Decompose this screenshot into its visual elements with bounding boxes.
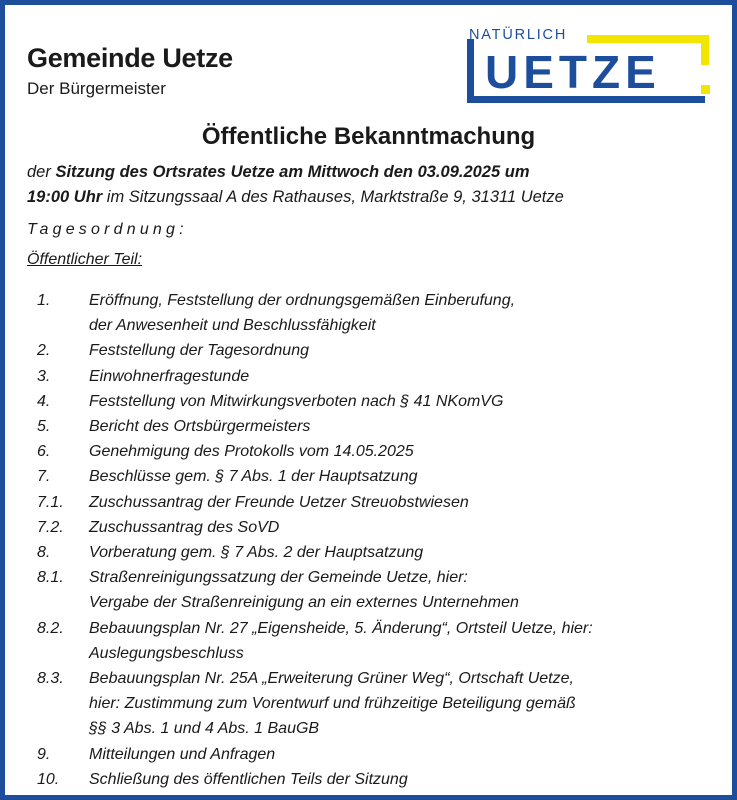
agenda-item-number: 6. [37, 443, 51, 461]
agenda-item-text: Genehmigung des Protokolls vom 14.05.2025 [89, 443, 414, 461]
agenda-heading: Tagesordnung: [27, 221, 188, 238]
agenda-item-number: 8.3. [37, 670, 64, 688]
agenda-item-text: Straßenreinigungssatzung der Gemeinde Uetze, hier: [89, 569, 468, 587]
agenda-item [5, 616, 732, 666]
agenda-item-number: 4. [37, 392, 51, 410]
agenda-item [5, 439, 732, 464]
agenda-item [5, 464, 732, 489]
agenda-item [5, 565, 732, 615]
agenda-item-number: 8.1. [37, 569, 64, 587]
agenda-item-text: Bericht des Ortsbürgermeisters [89, 418, 311, 436]
meeting-intro [27, 160, 717, 210]
logo-word: UETZE [485, 46, 661, 98]
agenda-item-text: Vorberatung gem. § 7 Abs. 2 der Hauptsatzung [89, 544, 424, 562]
agenda-item-number: 7. [37, 468, 51, 486]
agenda-item [5, 414, 732, 439]
agenda-item-number: 7.2. [37, 518, 64, 536]
public-section-heading: Öffentlicher Teil: [27, 251, 143, 268]
agenda-item [5, 767, 732, 792]
agenda-item-text: Einwohnerfragestunde [89, 367, 250, 385]
intro-location: im Sitzungssaal A des Rathauses, Marktstraße 9, 31311 Uetze [102, 188, 564, 206]
agenda-item-number: 1. [37, 292, 51, 309]
agenda-item-text: Vergabe der Straßenreinigung an ein externes Unternehmen [89, 594, 519, 612]
municipality-title: Gemeinde Uetze [27, 43, 233, 73]
agenda-item-number: 8. [37, 544, 51, 562]
agenda-item-number: 9. [37, 745, 51, 763]
intro-meeting-time: 19:00 Uhr [27, 188, 103, 206]
intro-meeting-date: Sitzung des Ortsrates Uetze am Mittwoch den 03.09.2025 um [55, 163, 530, 181]
notice-title: Öffentliche Bekanntmachung [201, 123, 536, 150]
agenda-item-number: 10. [37, 770, 60, 788]
agenda-item-text: Auslegungsbeschluss [89, 644, 244, 662]
agenda-item [5, 389, 732, 414]
agenda-item-number: 7.1. [37, 493, 64, 511]
agenda-item-text: Feststellung der Tagesordnung [89, 342, 309, 360]
agenda-item [5, 338, 732, 363]
agenda-item [5, 288, 732, 338]
agenda-item-number: 2. [37, 342, 51, 360]
agenda-item-number: 8.2. [37, 619, 64, 637]
agenda-item-text: Zuschussantrag der Freunde Uetzer Streuobstwiesen [89, 493, 469, 511]
agenda-item-text: Schließung des öffentlichen Teils der Sitzung [89, 770, 408, 788]
agenda-item [5, 666, 732, 742]
agenda-item-text: Bebauungsplan Nr. 27 „Eigensheide, 5. Änderung“, Ortsteil Uetze, hier: [89, 619, 593, 637]
agenda-item-text: Feststellung von Mitwirkungsverboten nach § 41 NKomVG [89, 392, 504, 410]
agenda-item [5, 490, 732, 515]
mayor-subtitle: Der Bürgermeister [27, 79, 166, 98]
logo-yellow-dot [701, 85, 710, 94]
uetze-logo [467, 27, 712, 109]
agenda-item [5, 364, 732, 389]
agenda-item [5, 540, 732, 565]
intro-prefix: der [27, 163, 56, 181]
agenda-item-text: Eröffnung, Feststellung der ordnungsgemäßen Einberufung, [89, 292, 516, 309]
logo-tagline: NATÜRLICH [469, 27, 568, 43]
agenda-item [5, 742, 732, 767]
agenda-item [5, 515, 732, 540]
agenda-item-text: hier: Zustimmung zum Vorentwurf und frühzeitige Beteiligung gemäß [89, 695, 576, 713]
agenda-item-text: Mitteilungen und Anfragen [89, 745, 276, 763]
agenda-item-text: §§ 3 Abs. 1 und 4 Abs. 1 BauGB [89, 720, 320, 738]
agenda-item-text: Zuschussantrag des SoVD [89, 518, 280, 536]
agenda-item-text: der Anwesenheit und Beschlussfähigkeit [89, 317, 376, 335]
agenda-item-text: Bebauungsplan Nr. 25A „Erweiterung Grüner Weg“, Ortschaft Uetze, [89, 670, 574, 688]
agenda-item-number: 3. [37, 367, 51, 385]
agenda-item-text: Beschlüsse gem. § 7 Abs. 1 der Hauptsatzung [89, 468, 418, 486]
agenda-item-number: 5. [37, 418, 51, 436]
agenda-list [5, 288, 732, 792]
